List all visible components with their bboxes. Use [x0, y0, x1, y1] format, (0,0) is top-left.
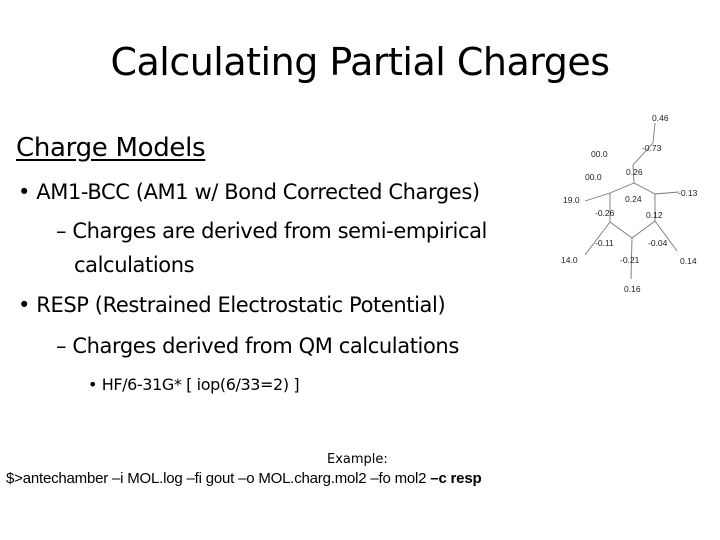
bond-line — [634, 183, 655, 194]
charge-label: 0.26 — [626, 167, 643, 177]
sub-sub-bullet-basis: • HF/6-31G* [ iop(6/33=2) ] — [88, 375, 300, 394]
bond-line — [632, 221, 655, 238]
charge-label: 14.0 — [561, 255, 578, 265]
charge-label: -0.11 — [595, 238, 614, 248]
charge-label: 0.24 — [625, 194, 642, 204]
charge-label: 0.14 — [680, 256, 697, 266]
bond-line — [610, 222, 632, 238]
charge-label: -0.73 — [642, 143, 662, 153]
sub-bullet-semi-empirical: – Charges are derived from semi-empirical — [56, 219, 487, 243]
bond-line — [653, 123, 655, 143]
charge-label: -0.26 — [595, 208, 615, 218]
molecule-charge-diagram — [555, 105, 720, 305]
bullet-am1bcc: • AM1-BCC (AM1 w/ Bond Corrected Charges) — [18, 180, 480, 204]
bond-line — [585, 193, 610, 201]
charge-label: -0.04 — [648, 238, 668, 248]
example-label: Example: — [327, 452, 388, 467]
slide-title: Calculating Partial Charges — [110, 40, 610, 84]
bullet-resp: • RESP (Restrained Electrostatic Potential) — [18, 293, 446, 317]
charge-label: 0.12 — [646, 210, 663, 220]
charge-label: -0.13 — [678, 188, 698, 198]
charge-label: 00.0 — [591, 149, 608, 159]
charge-label: 00.0 — [585, 172, 602, 182]
molecule-labels — [561, 113, 698, 294]
charge-label: 0.46 — [652, 113, 669, 123]
antechamber-command — [6, 470, 481, 487]
bond-line — [610, 183, 634, 193]
command-text: $>antechamber –i MOL.log –fi gout –o MOL.charg.mol2 –fo mol2 — [6, 470, 431, 487]
bond-line — [655, 192, 679, 194]
charge-label: 0.16 — [624, 284, 641, 294]
command-bold-option: –c resp — [430, 470, 482, 487]
sub-bullet-calculations: calculations — [74, 253, 195, 277]
sub-bullet-qm: – Charges derived from QM calculations — [56, 334, 459, 358]
section-heading: Charge Models — [16, 133, 206, 163]
charge-label: 19.0 — [563, 195, 580, 205]
charge-label: -0.21 — [620, 255, 640, 265]
